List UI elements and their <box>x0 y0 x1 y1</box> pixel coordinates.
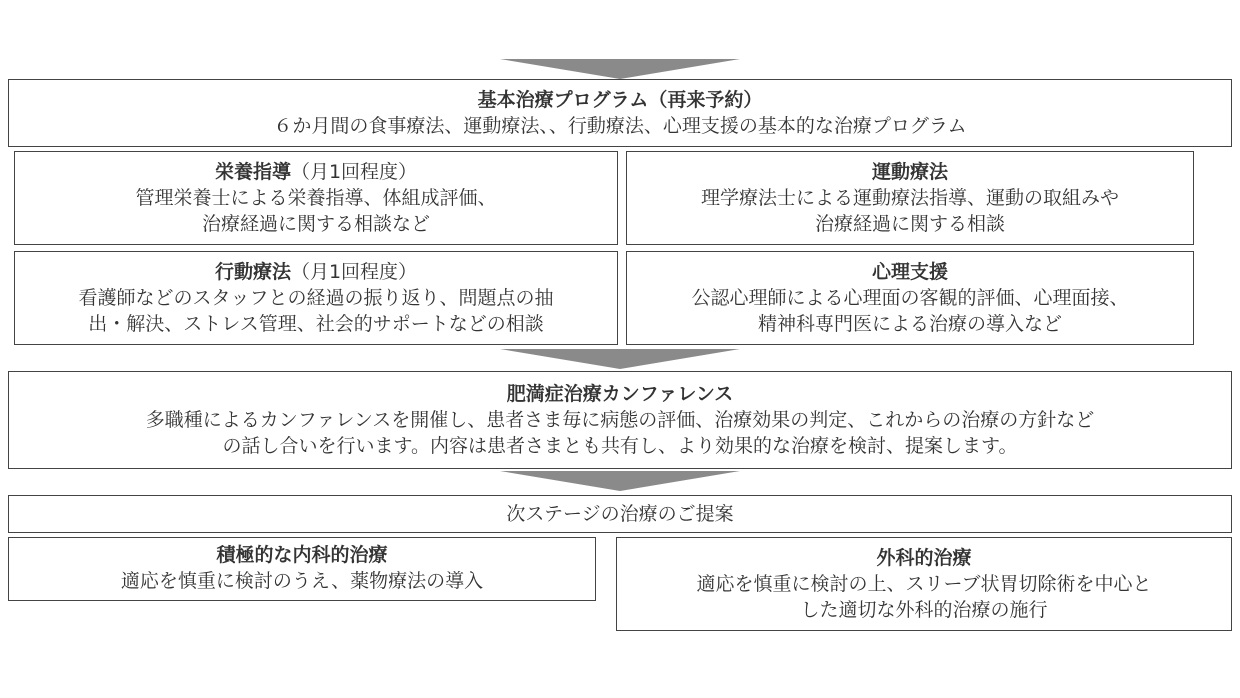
medical-box <box>8 537 596 601</box>
nutrition-line-2: 治療経過に関する相談など <box>201 213 430 235</box>
exercise-title: 運動療法 <box>871 161 948 183</box>
surgery-box <box>616 537 1232 631</box>
behavior-title-note: （月1回程度） <box>290 261 418 283</box>
conference-title: 肥満症治療カンファレンス <box>506 383 734 405</box>
conference-box <box>8 371 1232 469</box>
psych-box <box>626 251 1194 345</box>
behavior-title <box>21 259 611 285</box>
medical-title: 積極的な内科的治療 <box>216 544 388 566</box>
nutrition-line-1: 管理栄養士による栄養指導、体組成評価、 <box>135 187 497 209</box>
surgery-line-1: 適応を慎重に検討の上、スリーブ状胃切除術を中心と <box>696 573 1152 595</box>
basic-program-description: ６か月間の食事療法、運動療法、、行動療法、心理支援の基本的な治療プログラム <box>273 115 967 137</box>
conference-line-1: 多職種によるカンファレンスを開催し、患者さま毎に病態の評価、治療効果の判定、これからの治療の方針など <box>145 409 1095 431</box>
conference-line-2: の話し合いを行います。内容は患者さまとも共有し、より効果的な治療を検討、提案します。 <box>222 435 1018 457</box>
psych-title: 心理支援 <box>871 261 948 283</box>
nutrition-box <box>14 151 618 245</box>
nutrition-title-main: 栄養指導 <box>214 161 291 183</box>
flow-arrow-1 <box>500 59 740 79</box>
basic-program-box <box>8 79 1232 147</box>
next-stage-label: 次ステージの治療のご提案 <box>506 503 734 525</box>
surgery-line-2: した適切な外科的治療の施行 <box>800 599 1048 621</box>
flow-arrow-2 <box>500 349 740 369</box>
medical-line-1: 適応を慎重に検討のうえ、薬物療法の導入 <box>120 570 484 592</box>
exercise-line-2: 治療経過に関する相談 <box>814 213 1005 235</box>
exercise-line-1: 理学療法士による運動療法指導、運動の取組みや <box>700 187 1119 209</box>
flow-arrow-3 <box>500 471 740 491</box>
behavior-title-main: 行動療法 <box>214 261 291 283</box>
basic-program-title: 基本治療プログラム（再来予約） <box>477 89 763 111</box>
behavior-box <box>14 251 618 345</box>
surgery-title: 外科的治療 <box>876 547 972 569</box>
psych-line-2: 精神科専門医による治療の導入など <box>757 313 1062 335</box>
psych-line-1: 公認心理師による心理面の客観的評価、心理面接、 <box>691 287 1129 309</box>
exercise-box <box>626 151 1194 245</box>
next-stage-box <box>8 495 1232 533</box>
nutrition-title <box>21 159 611 185</box>
behavior-line-2: 出・解決、ストレス管理、社会的サポートなどの相談 <box>88 313 544 335</box>
nutrition-title-note: （月1回程度） <box>290 161 418 183</box>
behavior-line-1: 看護師などのスタッフとの経過の振り返り、問題点の抽 <box>78 287 554 309</box>
